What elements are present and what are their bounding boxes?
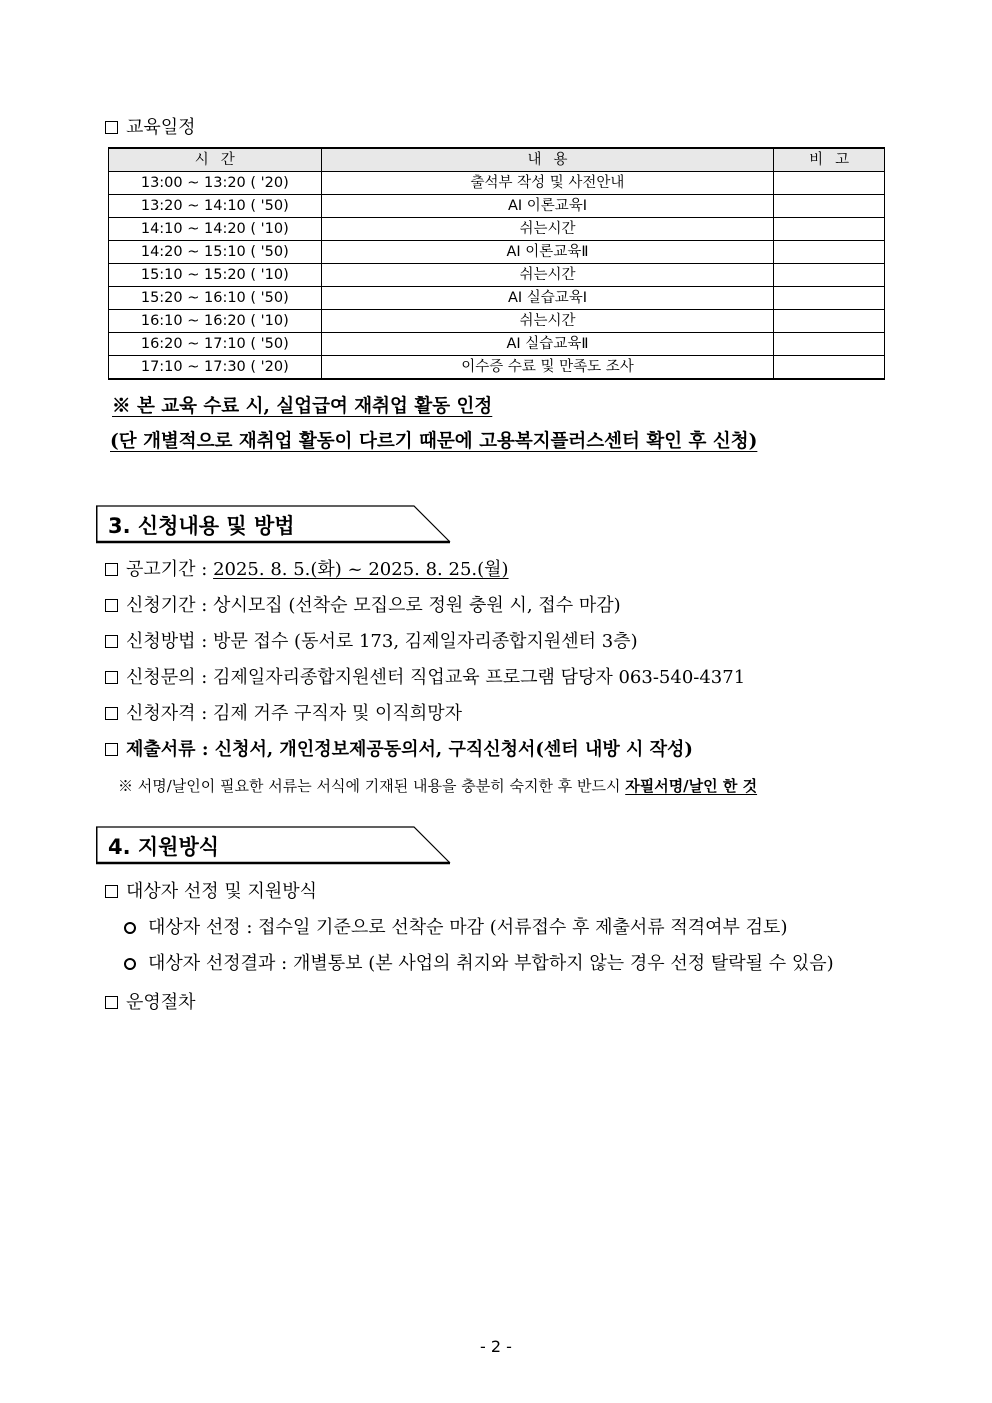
checkbox-square-icon xyxy=(105,885,118,898)
schedule-heading xyxy=(105,116,196,140)
cell-note xyxy=(774,264,885,287)
apply-eligibility-text: 신청자격 : 김제 거주 구직자 및 이직희망자 xyxy=(126,703,462,724)
schedule-table xyxy=(108,147,885,380)
header-time: 시간 xyxy=(109,148,322,172)
table-row xyxy=(109,172,885,195)
cell-time: 15:10 ~ 15:20 ( '10) xyxy=(109,264,322,287)
circle-bullet-icon xyxy=(124,958,136,970)
header-content: 내용 xyxy=(321,148,774,172)
signature-note-text: ※ 서명/날인이 필요한 서류는 서식에 기재된 내용을 충분히 숙지한 후 반드시 xyxy=(118,777,626,795)
cell-content: 이수증 수료 및 만족도 조사 xyxy=(321,356,774,380)
checkbox-square-icon xyxy=(105,671,118,684)
cell-note xyxy=(774,172,885,195)
cell-time: 13:00 ~ 13:20 ( '20) xyxy=(109,172,322,195)
operation-procedure-text: 운영절차 xyxy=(126,992,196,1013)
page-number: - 2 - xyxy=(480,1337,512,1356)
cell-time: 13:20 ~ 14:10 ( '50) xyxy=(109,195,322,218)
apply-eligibility xyxy=(105,702,462,726)
checkbox-square-icon xyxy=(105,563,118,576)
table-row xyxy=(109,195,885,218)
cell-note xyxy=(774,310,885,333)
cell-note xyxy=(774,333,885,356)
apply-period-text: 신청기간 : 상시모집 (선착순 모집으로 정원 충원 시, 접수 마감) xyxy=(126,595,621,616)
apply-period xyxy=(105,594,621,618)
cell-note xyxy=(774,287,885,310)
selection-result xyxy=(124,952,834,976)
cell-content: AI 실습교육Ⅰ xyxy=(321,287,774,310)
circle-bullet-icon xyxy=(124,922,136,934)
apply-method xyxy=(105,630,638,654)
checkbox-square-icon xyxy=(105,635,118,648)
table-header-row xyxy=(109,148,885,172)
cell-time: 14:10 ~ 14:20 ( '10) xyxy=(109,218,322,241)
cell-content: AI 이론교육Ⅱ xyxy=(321,241,774,264)
section3-header xyxy=(96,504,452,544)
cell-content: 쉬는시간 xyxy=(321,264,774,287)
header-note: 비고 xyxy=(774,148,885,172)
operation-procedure xyxy=(105,991,196,1015)
cell-time: 14:20 ~ 15:10 ( '50) xyxy=(109,241,322,264)
required-documents-text: 제출서류 : 신청서, 개인정보제공동의서, 구직신청서(센터 내방 시 작성) xyxy=(126,739,693,760)
cell-note xyxy=(774,356,885,380)
cell-time: 16:20 ~ 17:10 ( '50) xyxy=(109,333,322,356)
apply-inquiry-text: 신청문의 : 김제일자리종합지원센터 직업교육 프로그램 담당자 063-540-4371 xyxy=(126,667,746,688)
table-row xyxy=(109,310,885,333)
cell-note xyxy=(774,195,885,218)
cell-time: 15:20 ~ 16:10 ( '50) xyxy=(109,287,322,310)
completion-notice: ※ 본 교육 수료 시, 실업급여 재취업 활동 인정 xyxy=(112,396,493,417)
cell-content: 출석부 작성 및 사전안내 xyxy=(321,172,774,195)
checkbox-square-icon xyxy=(105,996,118,1009)
selection-support-text: 대상자 선정 및 지원방식 xyxy=(126,881,318,902)
selection-criteria xyxy=(124,916,787,940)
section3-title: 3. 신청내용 및 방법 xyxy=(108,514,295,538)
selection-criteria-text: 대상자 선정 : 접수일 기준으로 선착순 마감 (서류접수 후 제출서류 적격여부 검토) xyxy=(148,917,788,938)
completion-notice-detail: (단 개별적으로 재취업 활동이 다르기 때문에 고용복지플러스센터 확인 후 신청) xyxy=(110,431,758,452)
apply-inquiry xyxy=(105,666,745,690)
table-row xyxy=(109,218,885,241)
period-value: 2025. 8. 5.(화) ~ 2025. 8. 25.(월) xyxy=(213,559,509,580)
table-row xyxy=(109,264,885,287)
schedule-heading-text: 교육일정 xyxy=(126,117,196,138)
cell-time: 16:10 ~ 16:20 ( '10) xyxy=(109,310,322,333)
cell-content: AI 실습교육Ⅱ xyxy=(321,333,774,356)
selection-support xyxy=(105,880,317,904)
cell-time: 17:10 ~ 17:30 ( '20) xyxy=(109,356,322,380)
required-documents xyxy=(105,738,693,762)
cell-note xyxy=(774,218,885,241)
cell-note xyxy=(774,241,885,264)
section4-header xyxy=(96,825,452,865)
checkbox-square-icon xyxy=(105,707,118,720)
table-row xyxy=(109,333,885,356)
checkbox-square-icon xyxy=(105,121,118,134)
checkbox-square-icon xyxy=(105,743,118,756)
checkbox-square-icon xyxy=(105,599,118,612)
selection-result-text: 대상자 선정결과 : 개별통보 (본 사업의 취지와 부합하지 않는 경우 선정 탈락될 수 있음) xyxy=(148,953,834,974)
signature-note xyxy=(118,775,757,796)
table-row xyxy=(109,356,885,380)
table-row xyxy=(109,241,885,264)
apply-method-text: 신청방법 : 방문 접수 (동서로 173, 김제일자리종합지원센터 3층) xyxy=(126,631,638,652)
period-label: 공고기간 : xyxy=(126,559,214,580)
signature-note-emphasis: 자필서명/날인 한 것 xyxy=(625,777,758,795)
cell-content: 쉬는시간 xyxy=(321,218,774,241)
announcement-period xyxy=(105,558,509,582)
section4-title: 4. 지원방식 xyxy=(108,835,220,859)
cell-content: 쉬는시간 xyxy=(321,310,774,333)
cell-content: AI 이론교육Ⅰ xyxy=(321,195,774,218)
table-row xyxy=(109,287,885,310)
